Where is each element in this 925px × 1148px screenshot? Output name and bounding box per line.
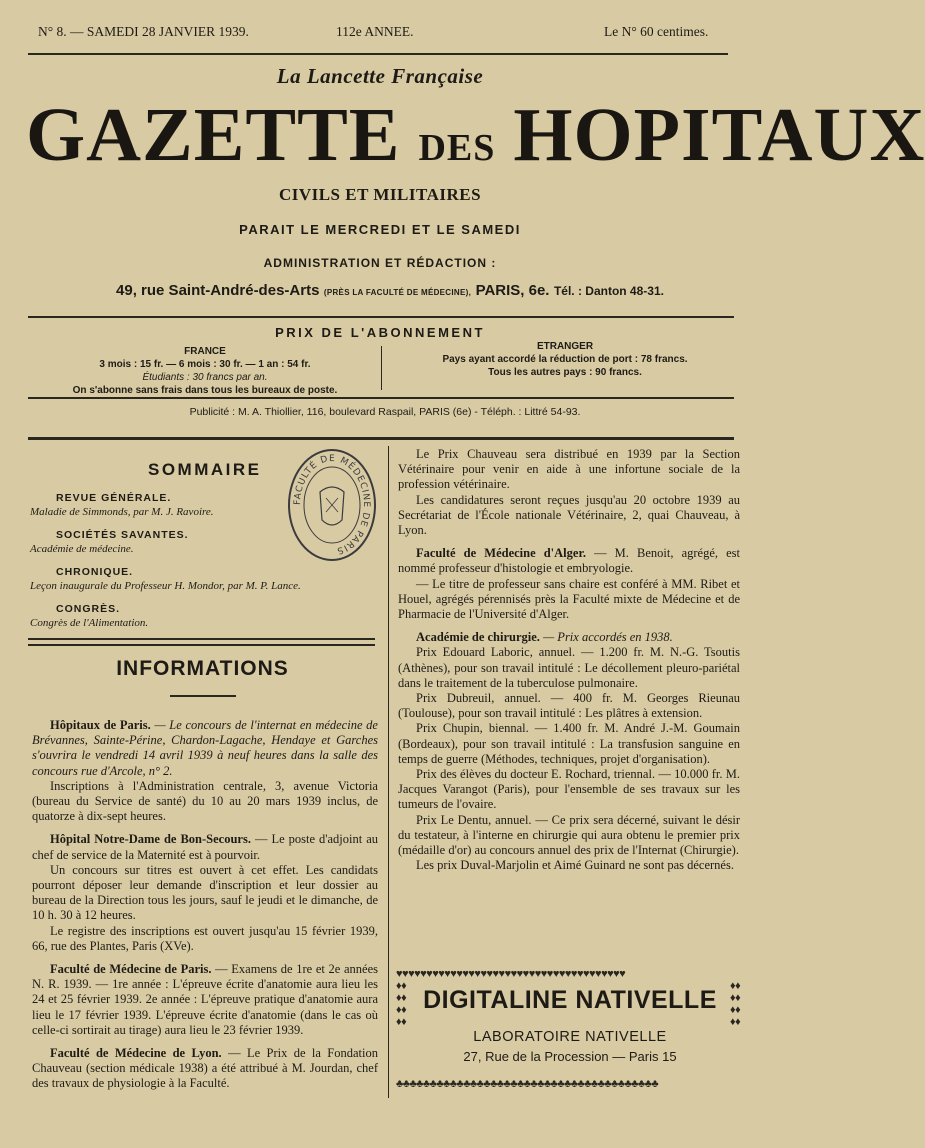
issue-number: N° 8. — SAMEDI 28 JANVIER 1939. [38,24,249,39]
informations-underline [170,695,236,697]
heart-border-right-icon: ♦♦♦♦♦♦♦♦ [730,980,741,1028]
publicite-rule [28,437,734,440]
paragraph: — Le titre de professeur sans chaire est conféré à MM. Ribet et Houel, agrégés pérennisés près la Faculté mixte de Médecine et de Pharmacie de l'Université d'Alger. [398,576,740,622]
sommaire-heading: REVUE GÉNÉRALE. [56,492,172,504]
title-hopitaux: HOPITAUX [513,93,925,177]
address [40,282,740,300]
paragraph: Académie de chirurgie. — Prix accordés en 1938. [416,630,673,645]
france-label: FRANCE [184,346,226,357]
masthead-title [26,92,925,179]
heart-border-left-icon: ♦♦♦♦♦♦♦♦ [396,980,407,1028]
sommaire-item [30,602,370,630]
paragraph: Faculté de Médecine d'Alger. — M. Benoit, agrégé, est nommé professeur d'histologie et embryologie. [398,546,740,576]
france-rates: 3 mois : 15 fr. — 6 mois : 30 fr. — 1 an : 54 fr. [99,359,311,370]
sommaire-heading: SOCIÉTÉS SAVANTES. [56,529,189,541]
sommaire-rule [28,638,375,640]
subscription-divider [381,346,382,390]
sommaire-text: Congrès de l'Alimentation. [30,617,149,629]
left-column [32,718,378,1092]
sommaire-text: Leçon inaugurale du Professeur H. Mondor, par M. P. Lance. [30,580,301,592]
advert-title: DIGITALINE NATIVELLE [423,986,717,1014]
publicite: Publicité : M. A. Thiollier, 116, boulevard Raspail, PARIS (6e) - Téléph. : Littré 54-93. [189,406,581,418]
paragraph: Inscriptions à l'Administration centrale, 3, avenue Victoria (bureau du Service de santé) du 10 au 20 mars 1939 inclus, de quatorze à dix-sept heures. [32,778,378,824]
address-street: 49, rue Saint-André-des-Arts [116,282,320,299]
address-city: PARIS, 6e. [475,282,550,299]
etranger-rate2: Tous les autres pays : 90 francs. [488,367,642,378]
paragraph: Les prix Duval-Marjolin et Aimé Guinard ne sont pas décernés. [416,858,734,873]
advert-lab: LABORATOIRE NATIVELLE [473,1029,667,1045]
subscription-rule [28,397,734,399]
sommaire-text: Académie de médecine. [30,543,134,555]
etranger-rate1: Pays ayant accordé la réduction de port : 78 francs. [442,354,688,365]
paragraph: Hôpitaux de Paris. — Le concours de l'internat en médecine de Brévannes, Sainte-Périne, Chardon-Lagache, Hendaye et Garches s'ouvrira le vendredi 14 avril 1939 à neuf heures dans la salle des concours rue d'Arcole, n° 2. [32,718,378,778]
masthead-rule [28,316,734,318]
price-label: Le N° 60 centimes. [604,24,709,39]
paragraph: Le Prix Chauveau sera distribué en 1939 par la Section Vétérinaire pour venir en aide à une infortune sociale de la profession vétérinaire. [398,447,740,492]
sommaire-title: SOMMAIRE [148,460,262,479]
sommaire-rule-2 [28,644,375,646]
supertitle: La Lancette Française [276,64,484,88]
sommaire-text: Maladie de Simmonds, par M. J. Ravoire. [30,506,214,518]
sommaire-heading: CHRONIQUE. [56,566,134,578]
right-column [398,447,740,873]
paragraph: Prix Chupin, biennal. — 1.400 fr. M. André J.-M. Goumain (Bordeaux), pour son travail intitulé : La transfusion sanguine en temps de guerre (Méthodes, techniques, projet d'organisation). [398,721,740,766]
title-des: DES [418,127,496,169]
paragraph: Le registre des inscriptions est ouvert jusqu'au 15 février 1939, 66, rue des Plantes, Paris (XVe). [32,923,378,953]
paragraph: Les candidatures seront reçues jusqu'au 20 octobre 1939 au Secrétariat de l'École nationale Vétérinaire, 2, quai Chauveau, à Lyon. [398,492,740,538]
header-rule [28,53,728,55]
column-divider [388,446,389,1098]
address-note: (PRÈS LA FACULTÉ DE MÉDECINE), [323,288,472,297]
subscription-title: PRIX DE L'ABONNEMENT [275,325,485,340]
title-gazette: GAZETTE [26,93,401,177]
paragraph: Faculté de Médecine de Lyon. — Le Prix de la Fondation Chauveau (section médicale 1938) a été attribué à M. Jourdan, chef des travaux de physiologie à la Faculté. [32,1046,378,1091]
paragraph: Hôpital Notre-Dame de Bon-Secours. — Le poste d'adjoint au chef de service de la Maternité est à pourvoir. [32,832,379,862]
heart-border-top-icon: ♥♥♥♥♥♥♥♥♥♥♥♥♥♥♥♥♥♥♥♥♥♥♥♥♥♥♥♥♥♥♥♥♥♥♥♥♥♥ [396,968,626,980]
heart-border-bottom-icon: ♣♣♣♣♣♣♣♣♣♣♣♣♣♣♣♣♣♣♣♣♣♣♣♣♣♣♣♣♣♣♣♣♣♣♣♣♣♣♣ [396,1078,659,1090]
france-students: Étudiants : 30 francs par an. [142,372,268,383]
sommaire-heading: CONGRÈS. [56,603,121,615]
paragraph: Un concours sur titres est ouvert à cet effet. Les candidats pourront déposer leur demande d'inscription et leur dossier au bureau de la Direction tous les jours, sauf le jeudi et le dimanche, de 10 h. 30 à 12 heures. [32,862,378,923]
year-label: 112e ANNEE. [336,24,414,39]
library-stamp-icon [286,446,378,564]
etranger-label: ETRANGER [536,341,594,352]
subscription-etranger [390,340,740,379]
address-tel: Tél. : Danton 48-31. [553,284,664,298]
france-note: On s'abonne sans frais dans tous les bureaux de poste. [72,385,338,396]
subtitle: CIVILS ET MILITAIRES [278,185,482,204]
paragraph: Prix Dubreuil, annuel. — 400 fr. M. Georges Rieunau (Toulouse), pour son travail intitulé : Les plâtres à extension. [398,691,740,721]
advert-address: 27, Rue de la Procession — Paris 15 [463,1049,677,1064]
subscription-france [30,345,380,397]
sommaire-item [30,565,370,593]
schedule: PARAIT LE MERCREDI ET LE SAMEDI [239,222,521,237]
paragraph: Prix des élèves du docteur E. Rochard, triennal. — 10.000 fr. M. Jacques Varangot (Paris), pour l'ensemble de ses travaux sur les tumeurs de l'ovaire. [398,767,740,812]
informations-title: INFORMATIONS [116,657,289,680]
svg-text:FACULTÉ DE MÉDECINE DE PARIS: FACULTÉ DE MÉDECINE DE PARIS [292,453,372,556]
admin-label: ADMINISTRATION ET RÉDACTION : [263,256,497,270]
paragraph: Faculté de Médecine de Paris. — Examens de 1re et 2e années N. R. 1939. — 1re année : L'épreuve écrite d'anatomie aura lieu les 24 et 25 février 1939. 2e année : L'épreuve pratique d'anatomie aura lieu le 17 février 1939. L'épreuve écrite d'anatomie (dans le cas où celle-ci sortirait au tirage) aura lieu le 23 février 1939. [32,962,378,1037]
paragraph: Prix Edouard Laboric, annuel. — 1.200 fr. M. N.-G. Tsoutis (Athènes), pour son travail intitulé : Le décollement pleuro-pariétal dans le traitement de la tuberculose pulmonaire. [398,645,740,690]
paragraph: Prix Le Dentu, annuel. — Ce prix sera décerné, suivant le désir du testateur, à l'interne en chirurgie qui aura obtenu le premier prix (médaille d'or) au concours annuel des prix de l'Internat (Chirurgie). [398,812,740,858]
